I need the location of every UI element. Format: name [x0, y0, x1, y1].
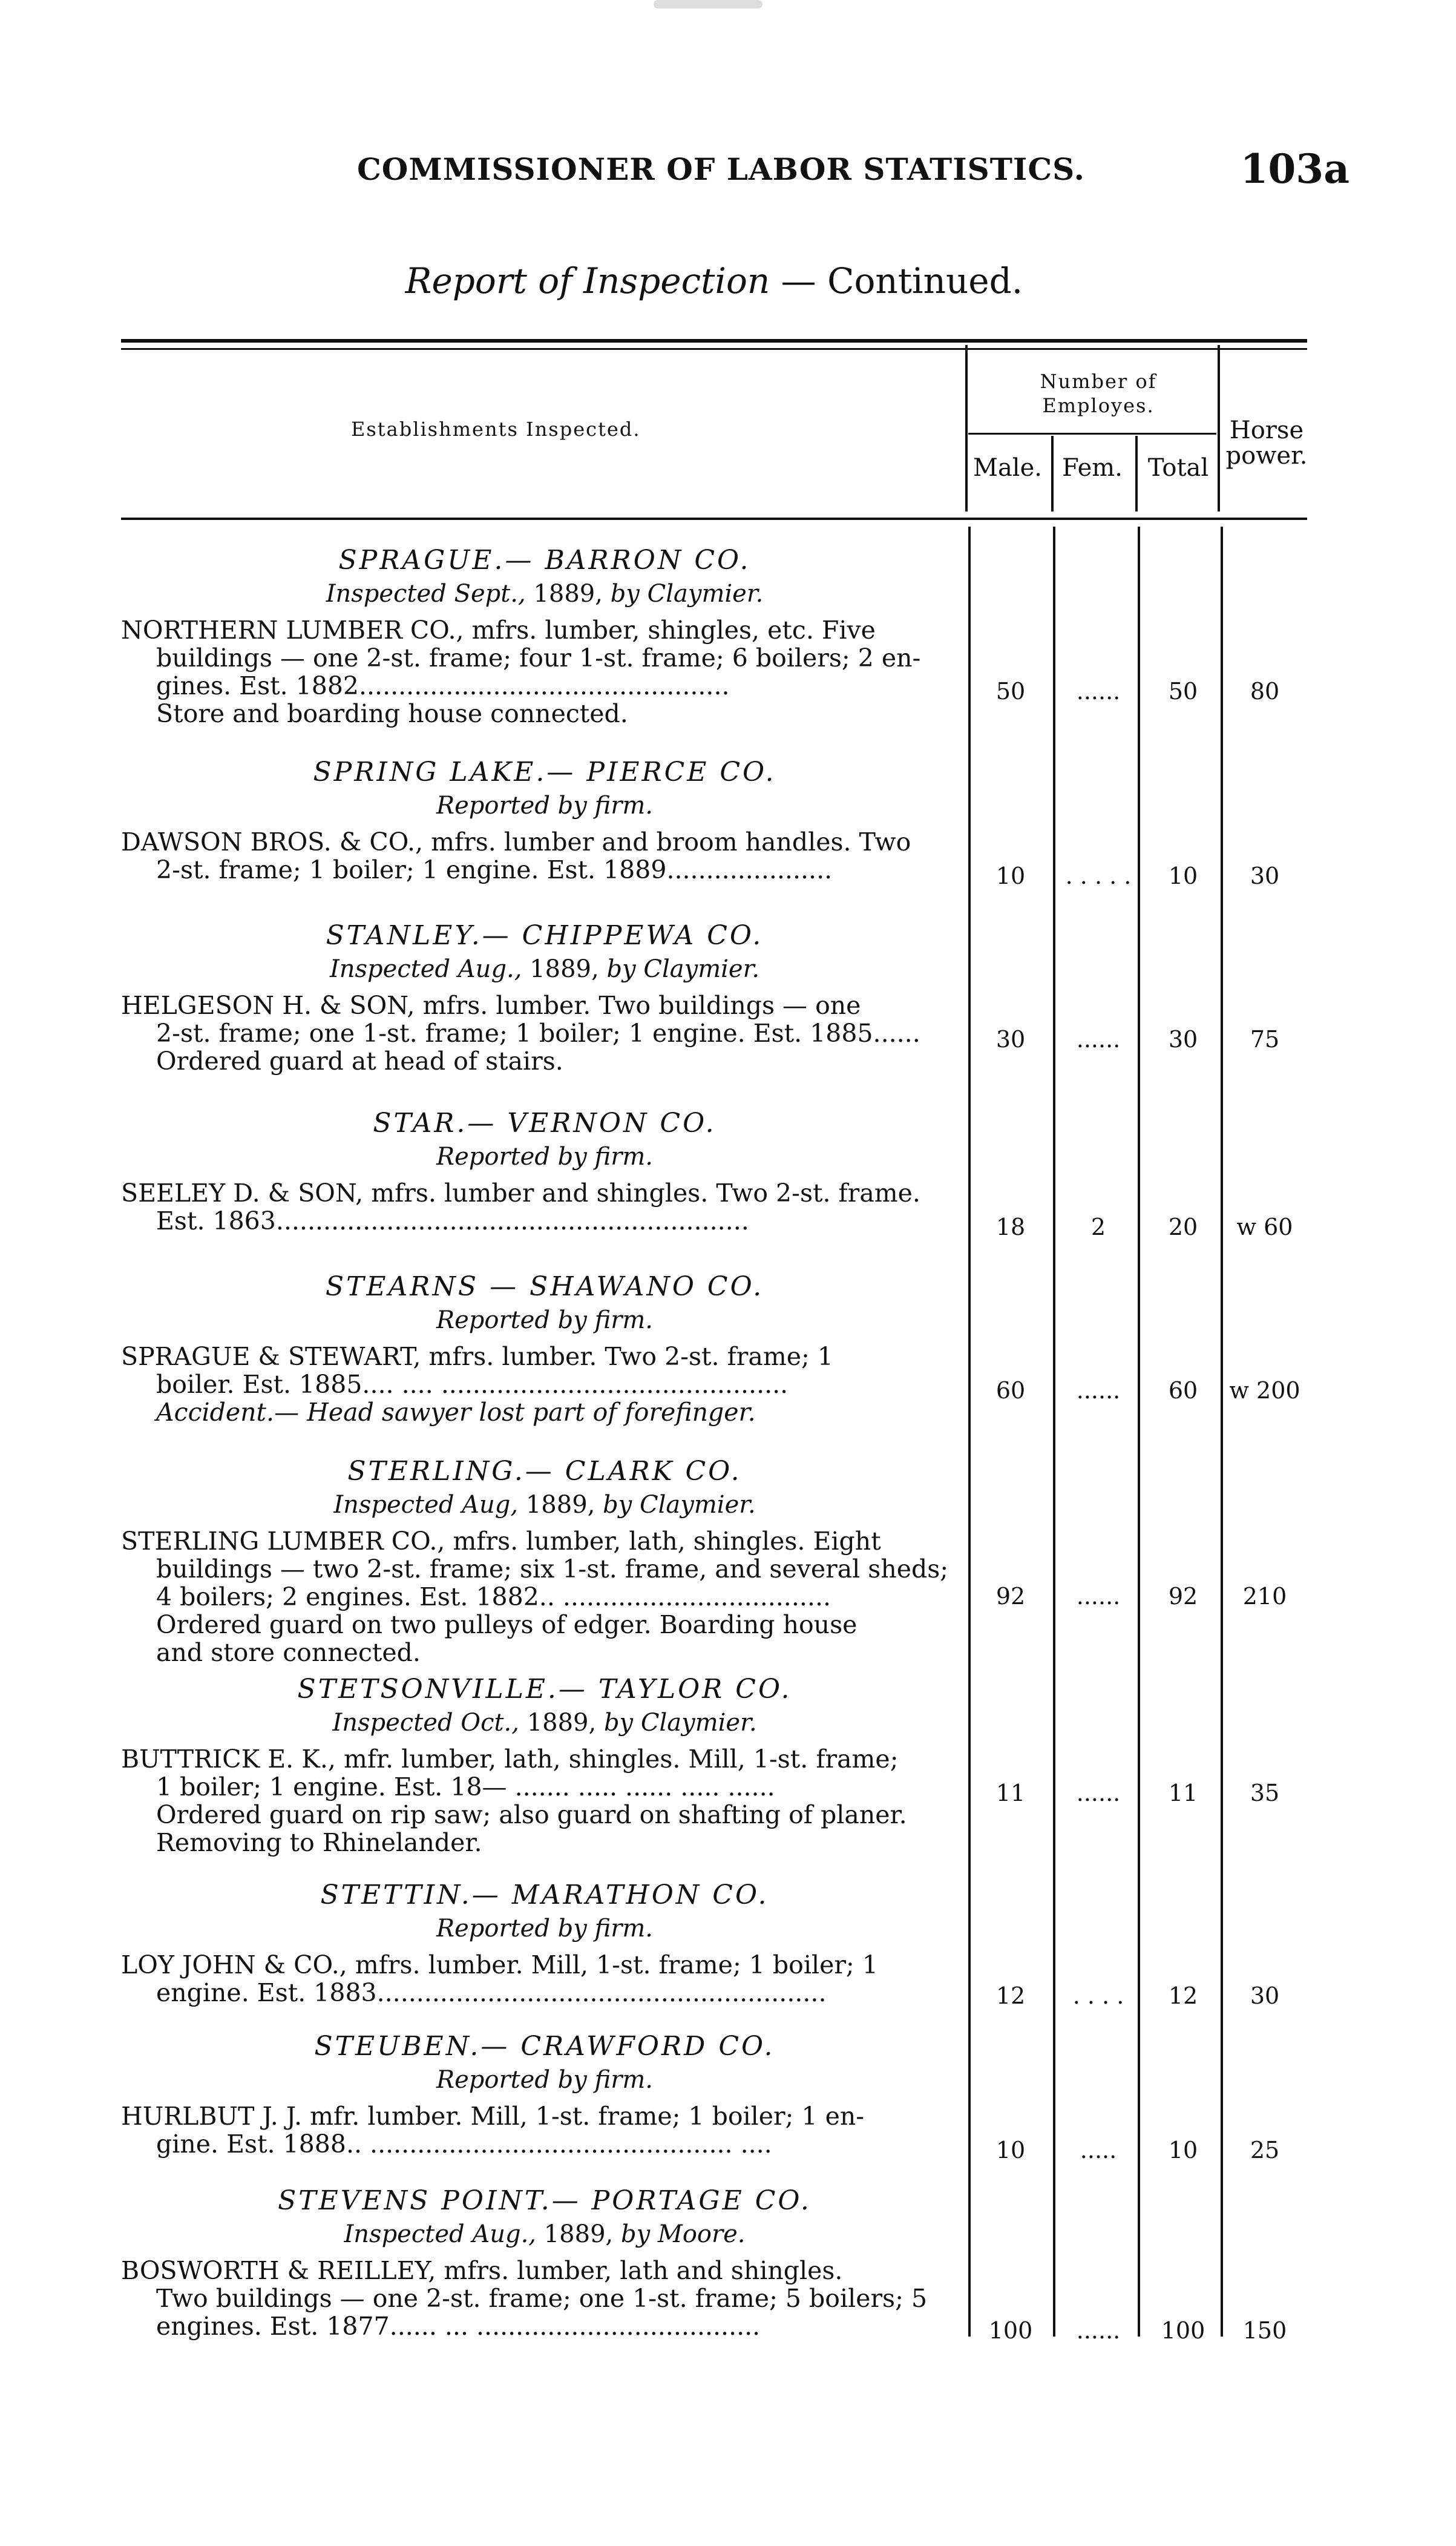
entry-line: NORTHERN LUMBER CO., mfrs. lumber, shingles, etc. Five — [121, 616, 876, 644]
report-title-italic: Report of Inspection — [405, 260, 770, 301]
inspection-note — [121, 1143, 968, 1171]
inspection-note — [121, 792, 968, 820]
male-count: 30 — [995, 1026, 1026, 1053]
male-count: 92 — [995, 1583, 1026, 1610]
establishment-entry — [121, 1745, 968, 1857]
page-number: 103a — [1240, 145, 1349, 192]
entry-line: Ordered guard at head of stairs. — [156, 1047, 563, 1075]
header-number-of: Number of — [1040, 370, 1157, 393]
entry-line: and store connected. — [156, 1639, 421, 1666]
entry-line: Removing to Rhinelander. — [156, 1829, 482, 1857]
column-rule-male — [968, 527, 971, 2337]
horse-power: 80 — [1250, 678, 1280, 705]
inspection-note-pre: Reported by firm. — [436, 792, 654, 820]
inspection-note — [121, 1915, 968, 1942]
entry-line: gine. Est. 1888.. .............................................. .... — [156, 2130, 772, 2158]
male-count: 10 — [995, 2137, 1026, 2163]
male-count: 12 — [995, 1982, 1026, 2009]
establishment-entry — [121, 1179, 968, 1235]
horse-power: 35 — [1250, 1780, 1280, 1806]
inspection-note — [121, 1709, 968, 1737]
inspection-note-pre: Inspected Aug., — [329, 955, 522, 983]
male-count: 10 — [995, 863, 1026, 889]
female-count: ...... — [1076, 1780, 1121, 1806]
place-heading: STEVENS POINT.— PORTAGE CO. — [278, 2185, 812, 2216]
female-count: . . . . . — [1065, 863, 1132, 889]
inspection-note — [121, 1491, 968, 1519]
column-rule-hp — [1221, 527, 1223, 2337]
inspection-note-mid: 1889, — [525, 580, 611, 608]
header-divider-4 — [1218, 345, 1220, 512]
male-count: 18 — [995, 1214, 1026, 1240]
header-horse: Horse — [1229, 416, 1304, 444]
place-heading: STANLEY.— CHIPPEWA CO. — [326, 920, 764, 951]
header-male: Male. — [973, 454, 1042, 482]
total-count: 92 — [1168, 1583, 1198, 1610]
inspection-note-mid: 1889, — [522, 955, 607, 983]
inspection-note-pre: Inspected Aug., — [344, 2220, 537, 2248]
entry-line: HURLBUT J. J. mfr. lumber. Mill, 1-st. frame; 1 boiler; 1 en- — [121, 2102, 865, 2130]
entry-line: Ordered guard on rip saw; also guard on shafting of planer. — [156, 1801, 907, 1829]
total-count: 20 — [1168, 1214, 1198, 1240]
document-page — [121, 0, 1349, 2546]
header-bottom-rule — [121, 518, 1307, 520]
establishment-entry — [121, 2257, 968, 2340]
header-establishments: Establishments Inspected. — [351, 418, 641, 441]
inspection-note-pre: Reported by firm. — [436, 2066, 654, 2094]
entry-line: boiler. Est. 1885.... .... ............................................ — [156, 1370, 789, 1398]
inspection-note-pre: Inspected Oct., — [332, 1709, 519, 1737]
entry-line: buildings — two 2-st. frame; six 1-st. frame, and several sheds; — [156, 1555, 949, 1583]
entry-line: HELGESON H. & SON, mfrs. lumber. Two buildings — one — [121, 992, 861, 1019]
column-header — [121, 345, 1307, 527]
inspection-note-pre: Inspected Sept., — [326, 580, 526, 608]
inspection-note-pre: Inspected Aug, — [333, 1491, 519, 1519]
inspection-note — [121, 2066, 968, 2094]
female-count: ...... — [1076, 2317, 1121, 2344]
female-count: ...... — [1076, 1026, 1121, 1053]
horse-power: 25 — [1250, 2137, 1280, 2163]
entry-line: buildings — one 2-st. frame; four 1-st. frame; 6 boilers; 2 en- — [156, 644, 921, 672]
total-count: 12 — [1168, 1982, 1198, 2009]
establishment-entry — [121, 1951, 968, 2007]
horse-power: 30 — [1250, 1982, 1280, 2009]
entry-line: SPRAGUE & STEWART, mfrs. lumber. Two 2-st. frame; 1 — [121, 1343, 833, 1370]
total-count: 11 — [1168, 1780, 1198, 1806]
inspection-note — [121, 1306, 968, 1334]
establishment-entry — [121, 1343, 968, 1426]
entry-line: 2-st. frame; 1 boiler; 1 engine. Est. 1889..................... — [156, 856, 833, 884]
horse-power: 150 — [1242, 2317, 1287, 2344]
male-count: 50 — [995, 678, 1026, 705]
male-count: 11 — [995, 1780, 1026, 1806]
male-count: 100 — [988, 2317, 1033, 2344]
place-heading: STEARNS — SHAWANO CO. — [325, 1271, 764, 1302]
inspection-note-pre: Reported by firm. — [436, 1143, 654, 1171]
report-title-continued: — Continued. — [770, 260, 1023, 301]
place-heading: STAR.— VERNON CO. — [373, 1108, 717, 1139]
entry-line: Ordered guard on two pulleys of edger. Boarding house — [156, 1611, 858, 1639]
establishment-entry — [121, 616, 968, 728]
total-count: 100 — [1161, 2317, 1205, 2344]
report-title — [121, 260, 1307, 301]
inspection-note — [121, 580, 968, 608]
entry-line: engine. Est. 1883......................................................... — [156, 1979, 827, 2007]
inspection-note-post: by Claymier. — [603, 1491, 756, 1519]
entry-line: Est. 1863............................................................ — [156, 1207, 749, 1235]
male-count: 60 — [995, 1377, 1026, 1404]
horse-power: w 60 — [1236, 1214, 1293, 1240]
horse-power: w 200 — [1229, 1377, 1300, 1404]
place-heading: STEUBEN.— CRAWFORD CO. — [314, 2031, 775, 2062]
female-count: ...... — [1076, 1377, 1121, 1404]
establishment-entry — [121, 2102, 968, 2158]
header-total: Total — [1147, 454, 1209, 482]
total-count: 10 — [1168, 863, 1198, 889]
entry-line: 1 boiler; 1 engine. Est. 18— ....... ..... ...... ..... ...... — [156, 1773, 775, 1801]
entry-line: LOY JOHN & CO., mfrs. lumber. Mill, 1-st. frame; 1 boiler; 1 — [121, 1951, 878, 1979]
running-title: COMMISSIONER OF LABOR STATISTICS. — [357, 151, 1085, 187]
inspection-note-mid: 1889, — [536, 2220, 621, 2248]
inspection-note-post: by Moore. — [620, 2220, 746, 2248]
horse-power: 210 — [1242, 1583, 1287, 1610]
entry-line: BUTTRICK E. K., mfr. lumber, lath, shingles. Mill, 1-st. frame; — [121, 1745, 899, 1773]
place-heading: STETSONVILLE.— TAYLOR CO. — [297, 1674, 792, 1705]
entry-line: Store and boarding house connected. — [156, 700, 628, 728]
inspection-note-post: by Claymier. — [606, 955, 760, 983]
inspection-note-pre: Reported by firm. — [436, 1915, 654, 1942]
female-count: ...... — [1076, 1583, 1121, 1610]
total-count: 50 — [1168, 678, 1198, 705]
entry-line: 2-st. frame; one 1-st. frame; 1 boiler; 1 engine. Est. 1885...... — [156, 1019, 920, 1047]
female-count: . . . . — [1072, 1982, 1124, 2009]
entry-line: BOSWORTH & REILLEY, mfrs. lumber, lath and shingles. — [121, 2257, 843, 2284]
header-number-of-employes — [974, 369, 1222, 418]
header-divider-1 — [965, 345, 968, 512]
inspection-note-pre: Reported by firm. — [436, 1306, 654, 1334]
place-heading: STERLING.— CLARK CO. — [347, 1456, 742, 1487]
place-heading: SPRAGUE.— BARRON CO. — [338, 545, 751, 576]
horse-power: 75 — [1250, 1026, 1280, 1053]
place-heading: SPRING LAKE.— PIERCE CO. — [313, 757, 776, 788]
inspection-note — [121, 2220, 968, 2248]
place-heading: STETTIN.— MARATHON CO. — [320, 1880, 769, 1910]
running-head — [121, 145, 1349, 194]
entry-line: gines. Est. 1882............................................... — [156, 672, 730, 700]
entry-line: STERLING LUMBER CO., mfrs. lumber, lath, shingles. Eight — [121, 1527, 881, 1555]
inspection-note-mid: 1889, — [518, 1491, 603, 1519]
entry-line: Accident.— Head sawyer lost part of forefinger. — [156, 1398, 756, 1426]
female-count: ...... — [1076, 678, 1121, 705]
header-divider-3 — [1135, 436, 1138, 512]
female-count: ..... — [1080, 2137, 1117, 2163]
entry-line: SEELEY D. & SON, mfrs. lumber and shingles. Two 2-st. frame. — [121, 1179, 920, 1207]
column-rule-total — [1138, 527, 1140, 2337]
inspection-note — [121, 955, 968, 983]
header-employes-underline — [968, 433, 1216, 435]
header-divider-2 — [1051, 436, 1054, 512]
column-rule-fem — [1053, 527, 1055, 2337]
establishment-entry — [121, 1527, 968, 1666]
entry-line: Two buildings — one 2-st. frame; one 1-st. frame; 5 boilers; 5 — [156, 2284, 928, 2312]
horse-power: 30 — [1250, 863, 1280, 889]
total-count: 10 — [1168, 2137, 1198, 2163]
entry-line: 4 boilers; 2 engines. Est. 1882.. .................................. — [156, 1583, 831, 1611]
inspection-note-post: by Claymier. — [610, 580, 764, 608]
total-count: 30 — [1168, 1026, 1198, 1053]
inspection-note-mid: 1889, — [519, 1709, 604, 1737]
entry-line: engines. Est. 1877...... ... .................................... — [156, 2312, 761, 2340]
establishment-entry — [121, 992, 968, 1075]
establishment-entry — [121, 828, 968, 884]
top-rule-thick — [121, 339, 1307, 343]
female-count: 2 — [1090, 1214, 1106, 1240]
entry-line: DAWSON BROS. & CO., mfrs. lumber and broom handles. Two — [121, 828, 911, 856]
total-count: 60 — [1168, 1377, 1198, 1404]
header-employes: Employes. — [1042, 394, 1155, 417]
inspection-note-post: by Claymier. — [603, 1709, 757, 1737]
header-fem: Fem. — [1062, 454, 1123, 482]
header-power: power. — [1225, 442, 1308, 470]
header-horse-power — [1221, 418, 1312, 469]
